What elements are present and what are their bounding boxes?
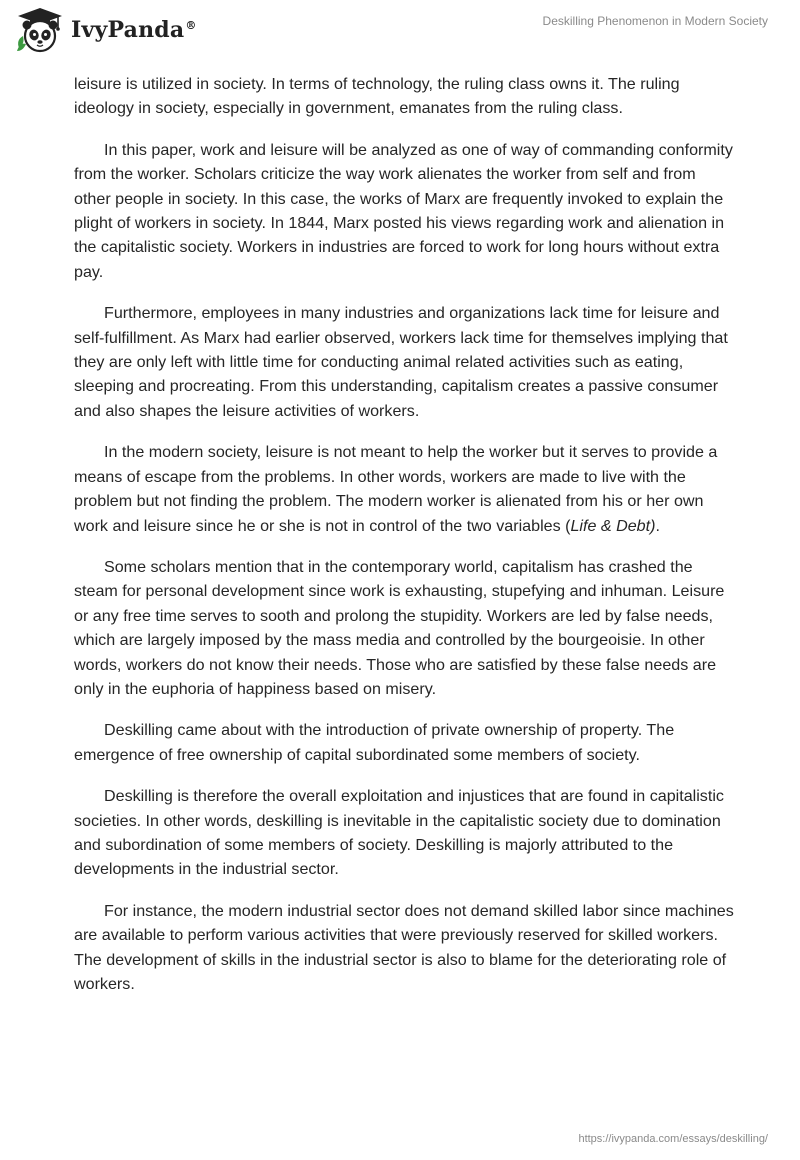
paragraph-1: leisure is utilized in society. In terms of technology, the ruling class owns it. The ruling ideology in society, especially in government, emanates from the ruling class. bbox=[74, 75, 680, 118]
page-header bbox=[0, 0, 800, 70]
brand-name: IvyPanda® bbox=[71, 17, 197, 43]
document-title: Deskilling Phenomenon in Modern Society bbox=[542, 14, 768, 28]
paragraph-4-end: . bbox=[655, 516, 660, 535]
paragraph-2: In this paper, work and leisure will be analyzed as one of way of commanding conformity from the worker. Scholars criticize the way work alienates the worker from self and from other people in society. In this case, the works of Marx are frequently invoked to explain the plight of workers in society. In 1844, Marx posted his views regarding work and alienation in the capitalistic society. Workers in industries are forced to work for long hours without extra pay. bbox=[74, 140, 733, 281]
paragraph-7: Deskilling is therefore the overall exploitation and injustices that are found in capitalistic societies. In other words, deskilling is inevitable in the capitalistic society due to domination and subordination of some members of society. Deskilling is majorly attributed to the developments in the industrial sector. bbox=[74, 787, 724, 879]
source-url-link[interactable]: https://ivypanda.com/essays/deskilling/ bbox=[578, 1133, 768, 1145]
registered-mark: ® bbox=[185, 18, 197, 32]
paragraph-6: Deskilling came about with the introduction of private ownership of property. The emergence of free ownership of capital subordinated some members of society. bbox=[74, 721, 675, 764]
paragraph-5: Some scholars mention that in the contemporary world, capitalism has crashed the steam for personal development since work is exhausting, stupefying and inhuman. Leisure or any free time serves to sooth and prolong the stupidity. Workers are led by false needs, which are largely imposed by the mass media and controlled by the bourgeoisie. In other words, workers do not know their needs. Those who are satisfied by these false needs are only in the euphoria of happiness based on misery. bbox=[74, 557, 725, 698]
paragraph-8: For instance, the modern industrial sector does not demand skilled labor since machines are available to perform various activities that were previously reserved for skilled workers. The development of skills in the industrial sector is also to blame for the deteriorating role of workers. bbox=[74, 901, 734, 993]
ivypanda-logo[interactable] bbox=[14, 6, 197, 54]
essay-body bbox=[74, 72, 734, 1013]
panda-graduate-icon bbox=[14, 6, 66, 54]
paragraph-3: Furthermore, employees in many industries and organizations lack time for leisure and self-fulfillment. As Marx had earlier observed, workers lack time for themselves implying that they are only left with little time for conducting animal related activities such as eating, sleeping and procreating. From this understanding, capitalism creates a passive consumer and also shapes the leisure activities of workers. bbox=[74, 304, 728, 420]
paragraph-4-text: In the modern society, leisure is not meant to help the worker but it serves to provide a means of escape from the problems. In other words, workers are made to live with the problem but not finding the problem. The modern worker is alienated from his or her own work and leisure since he or she is not in control of the two variables ( bbox=[74, 443, 718, 535]
paragraph-4 bbox=[74, 440, 734, 538]
citation: Life & Debt) bbox=[570, 516, 656, 535]
